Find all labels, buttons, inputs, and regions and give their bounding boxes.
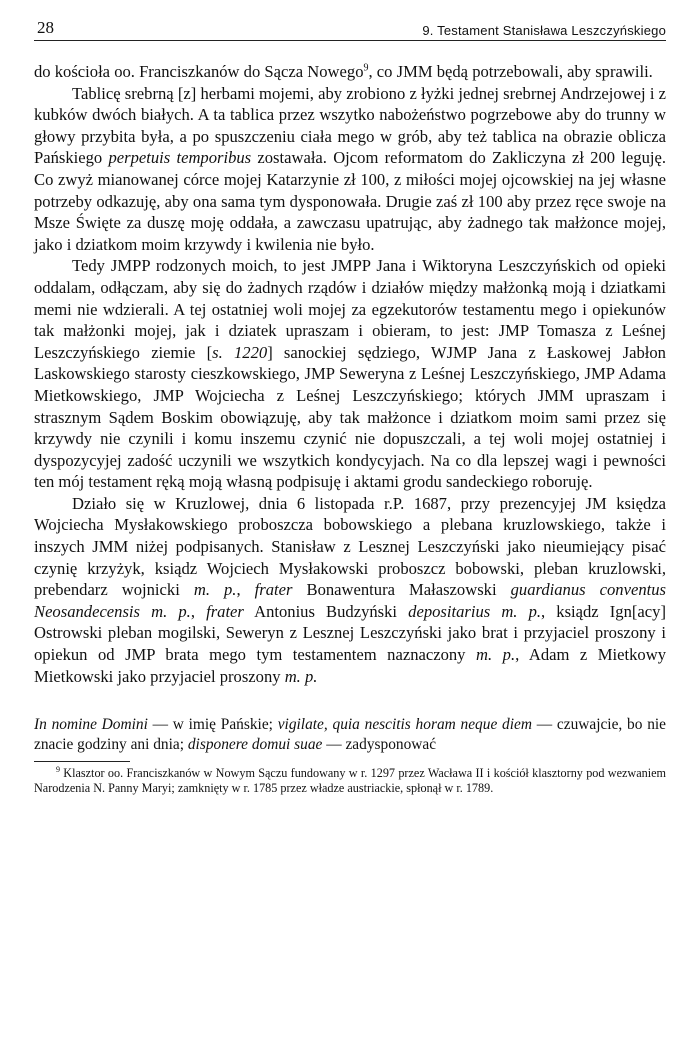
footnote <box>34 766 666 796</box>
text-run: zostawała. Ojcom reformatom do Zakliczyna zł 200 leguję. Co zwyż mianowanej córce mojej Katarzynie zł 100, z miłości mojej ojcowskiej na jej własne potrzeby odkazuję, aby ona sama tym dysponowała. Drugie zaś zł 100 aby przez ręce swoje na Msze Święte za duszę moję oddała, a zawczasu upatrując, aby żadnego tak małżonce mojej, jako i dziatkom moim krzywdy i kwilenia nie było. <box>34 148 666 254</box>
text-run: , ksiądz Ign[acy] Ostrowski pleban mogilski, Seweryn z Lesznej Leszczyński jako brat i przyjaciel proszony i opiekun od JMP brata mego tym testamentem naznaczony <box>34 601 666 665</box>
latin-phrase: guardianus conventus Neosandecensis m. p. <box>34 580 666 621</box>
latin-phrase: frater <box>254 580 293 600</box>
glossary-translation: — czuwajcie, bo nie znacie godziny ani dnia; <box>34 716 666 754</box>
body-text <box>34 61 666 687</box>
footnote-text: Klasztor oo. Franciszkanów w Nowym Sączu fundowany w r. 1297 przez Wacława II i kościół klasztorny pod wezwaniem Narodzenia N. Panny Maryi; zamknięty w r. 1785 przez władze austriackie, spłonął w r. 1789. <box>34 766 666 796</box>
glossary-term: vigilate, quia nescitis horam neque diem <box>277 716 532 734</box>
text-run: Tedy JMPP rodzonych moich, to jest JMPP Jana i Wiktoryna Leszczyńskich od opieki oddalam, odłączam, aby się do żadnych rządów i działów między małżonką moją i dziatkami memi nie wdzierali. A tej ostatniej woli mojej za egzekutorów testamentu mego i opiekunów tak małżonki mojej, jak i dziatek upraszam i obieram, to jest: JMP Tomasza z Leśnej Leszczyńskiego ziemie [ <box>34 256 666 362</box>
text-run: , co JMM będą potrzebowali, aby sprawili. <box>368 62 653 81</box>
text-run: Antonius Budzyński <box>243 601 409 621</box>
page-header <box>34 18 666 41</box>
glossary-term: disponere domui suae <box>187 736 323 754</box>
latin-phrase: perpetuis temporibus <box>108 148 252 168</box>
latin-phrase: frater <box>206 601 244 621</box>
paragraph-1 <box>34 61 666 83</box>
text-run: , Adam z Mietkowy Mietkowski jako przyjaciel proszony <box>34 645 666 686</box>
text-run: Tablicę srebrną [z] herbami mojemi, aby zrobiono z łyżki jednej srebrnej Andrzejowej i z kubków dwóch białych. A ta tablica przez wszytko nabożeństwo pogrzebowe aby do trunny w głowy przybita była, a po spuszczeniu ciała mego w grób, aby też tablica na obrazie oblicza Pańskiego <box>34 83 666 168</box>
text-run: Bonawentura Małaszowski <box>292 580 511 600</box>
glossary-translation: — w imię Pańskie; <box>147 716 278 734</box>
footnote-number: 9 <box>56 765 60 775</box>
text-run: Działo się w Kruzlowej, dnia 6 listopada r.P. 1687, przy prezencyjej JM księdza Wojciecha Mysłakowskiego proboszcza bobowskiego a plebana kruzlowskiego, także i inszych JMM niżej podpisanych. Stanisław z Lesznej Leszczyński jako nieumiejący pisać czynię krzyżyk, ksiądz Wojciech Mysłakowski proboszcz bobowski, pleban kruzlowski, prebendarz wojnicki <box>34 493 666 600</box>
text-run: , <box>236 580 255 600</box>
latin-abbrev: m. p. <box>476 645 516 665</box>
document-page <box>34 18 666 796</box>
latin-phrase: depositarius m. p. <box>408 601 542 621</box>
source-page-ref: s. 1220 <box>212 342 268 362</box>
glossary <box>34 715 666 755</box>
glossary-term: In nomine Domini <box>34 716 148 734</box>
latin-abbrev: m. p. <box>193 580 237 600</box>
footnote-ref: 9 <box>363 62 369 74</box>
paragraph-3 <box>34 255 666 493</box>
paragraph-4 <box>34 493 666 687</box>
text-run: ] sanockiej sędziego, WJMP Jana z Łaskowej Jabłon Laskowskiego starosty cieszkowskiego, JMP Seweryna z Leśnej Leszczyńskiego, JMP Adama Mietkowskiego, JMP Wojciecha z Leśnej Leszczyńskiego; których JMM upraszam i strasznym Sądem Boskim obowiązuję, aby tak małżonce i dziatkom moim sami przez się krzywdy nie czynili i komu inszemu czynić nie dopuszczali, a tej woli mojej ostatniej i dyspozycyjej zadość uczynili we wszytkich kondycyjach. Na co dla lepszej wagi i pewności ten mój testament ręką moją własną podpisuję i aktami grodu sandeckiego roboruję. <box>34 342 666 492</box>
footnote-divider <box>34 761 130 762</box>
glossary-translation: — zadysponować <box>322 736 437 754</box>
text-run: , <box>190 601 207 621</box>
paragraph-2 <box>34 83 666 256</box>
latin-abbrev: m. p. <box>284 666 318 686</box>
text-run: do kościoła oo. Franciszkanów do Sącza Nowego <box>34 62 364 81</box>
running-head: 9. Testament Stanisława Leszczyńskiego <box>422 23 666 38</box>
page-number: 28 <box>37 18 54 37</box>
